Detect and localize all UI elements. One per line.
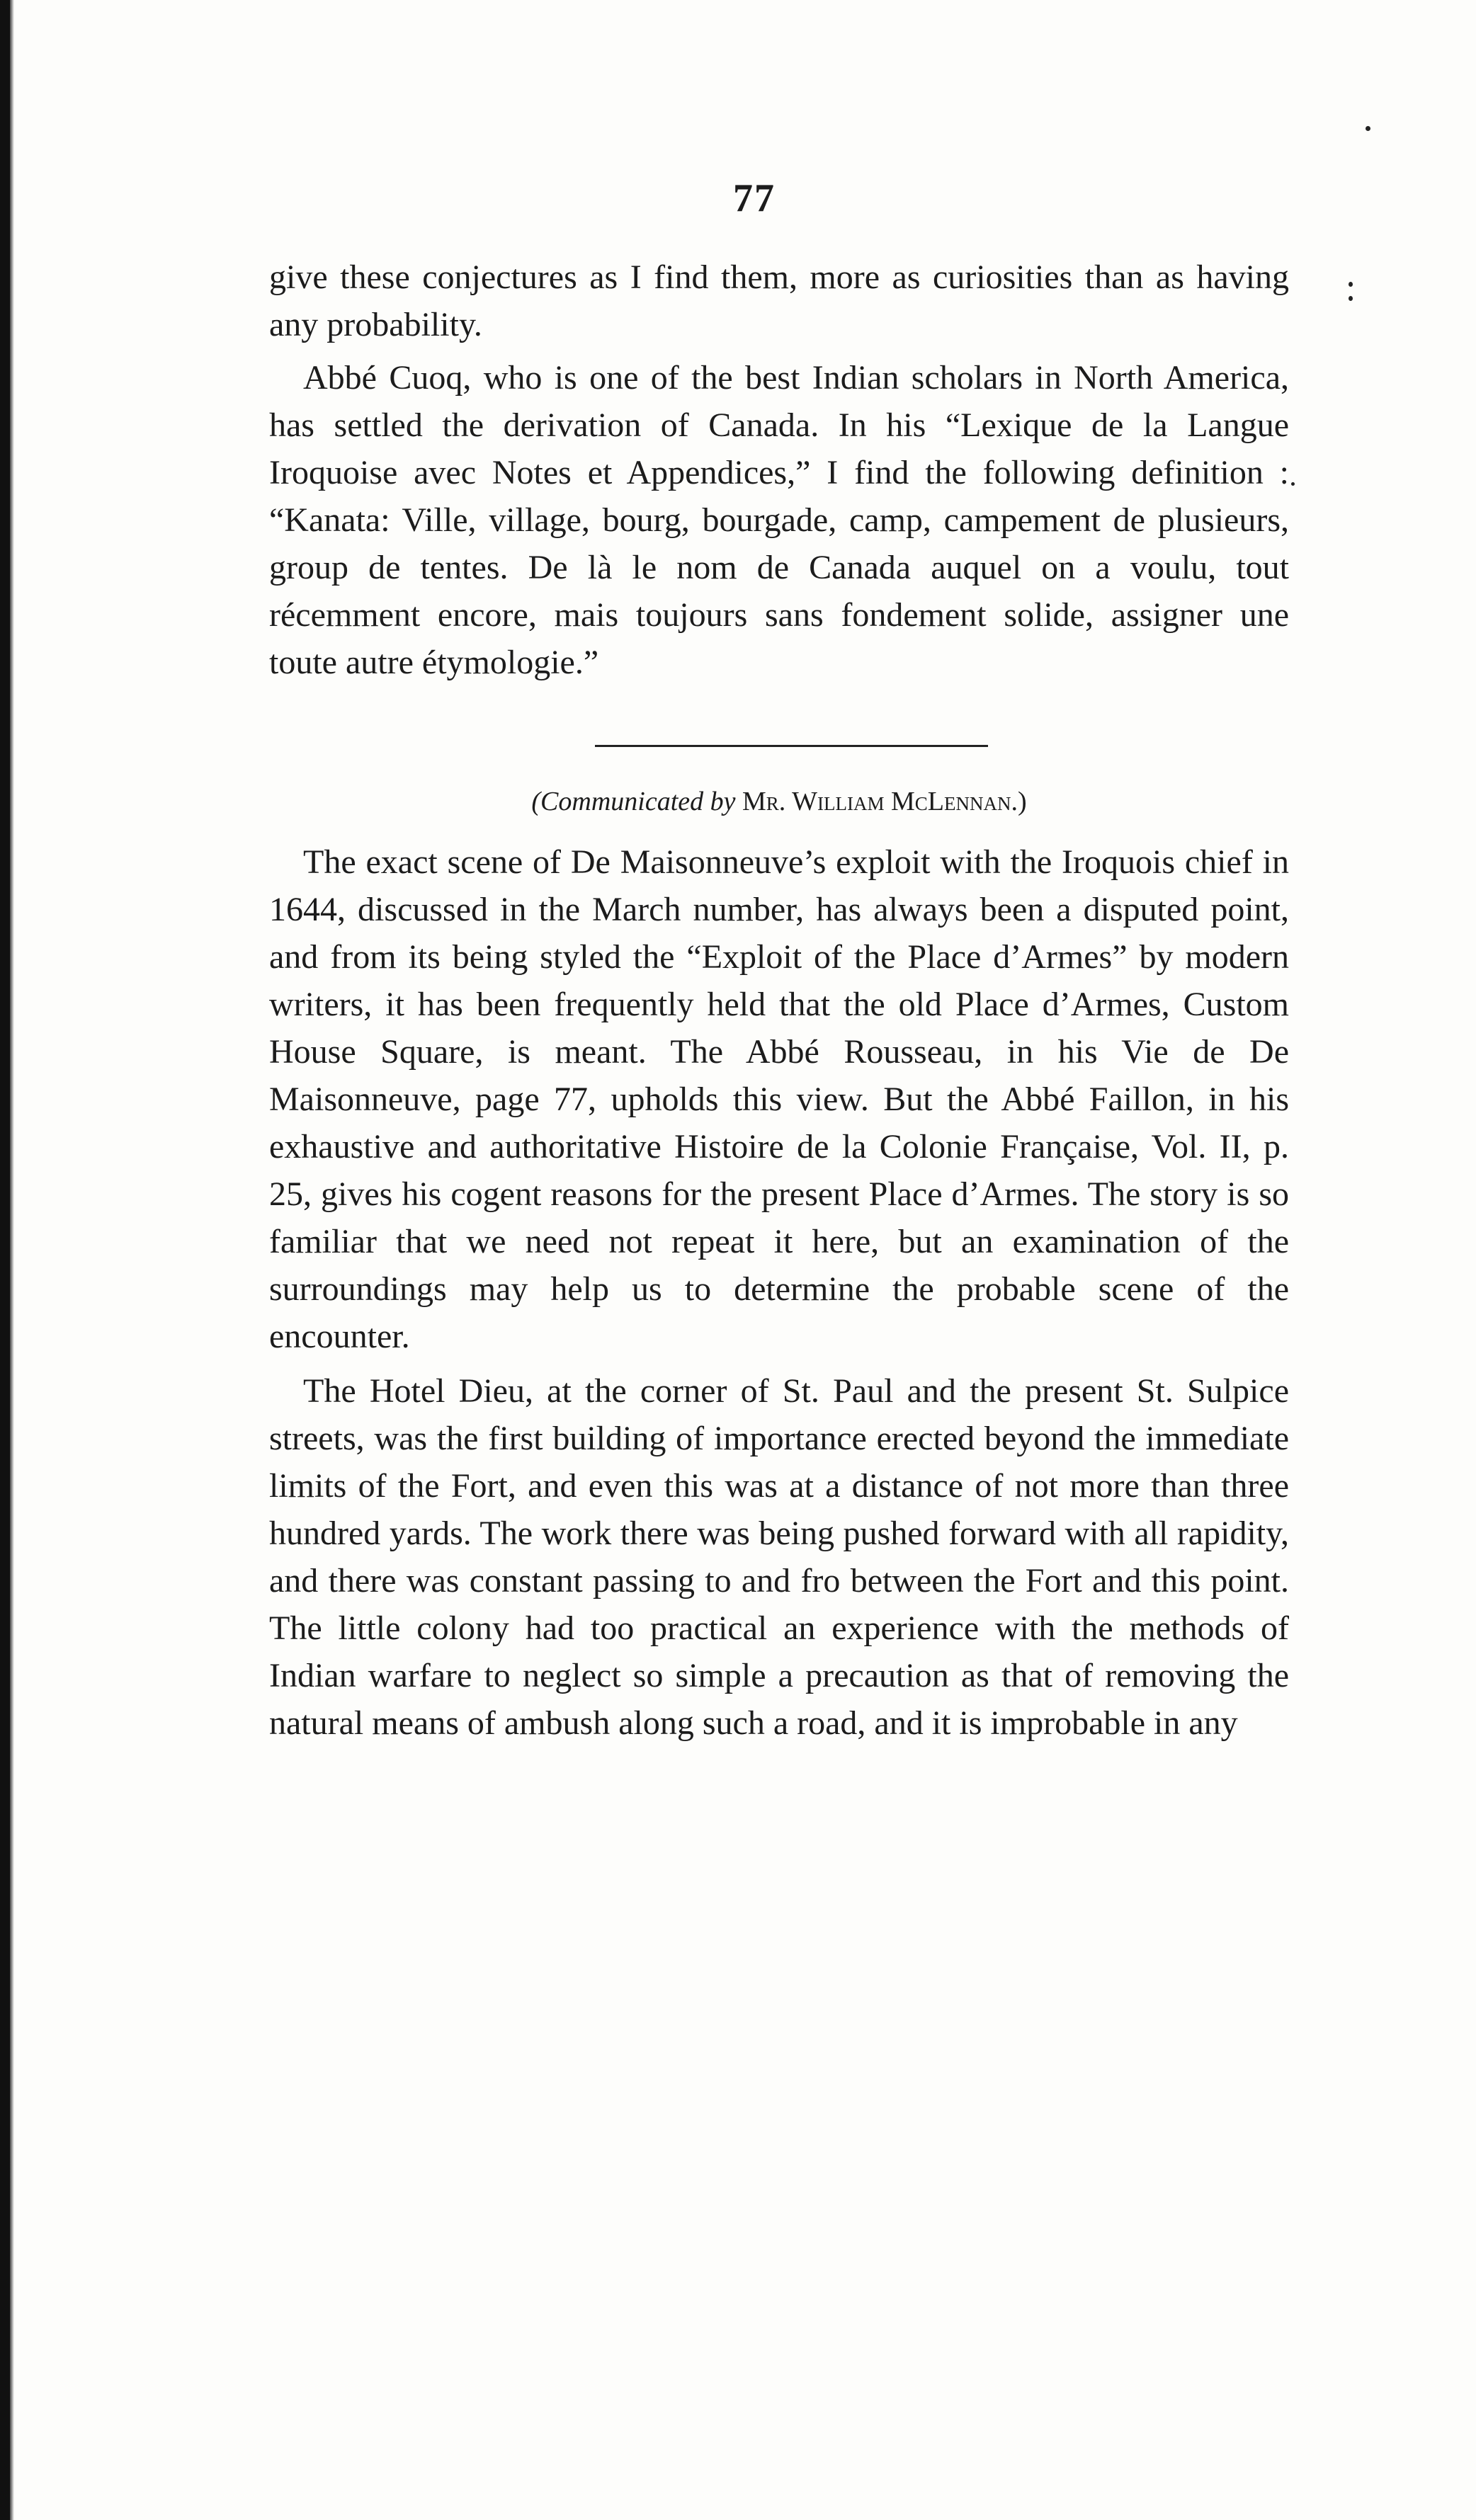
attribution-suffix: ) — [1017, 787, 1027, 816]
attribution-line — [269, 780, 1289, 823]
paragraph: Abbé Cuoq, who is one of the best Indian scholars in North America, has settled the derivation of Canada. In his “Lexique de la Langue Iroquoise avec Notes et Appendices,” I find the following definition : “Kanata: Ville, village, bourg, bourgade, camp, campement de plusieurs, group de tentes. De là le nom de Canada auquel on a voulu, tout récemment encore, mais toujours sans fondement solide, assigner une toute autre étymologie.” — [269, 359, 1289, 681]
attribution-author: Mr. William McLennan. — [742, 787, 1018, 816]
text-block-top — [269, 253, 1289, 692]
margin-speck — [1291, 482, 1295, 486]
attribution-prefix: (Communicated by — [531, 787, 736, 816]
margin-speck — [1366, 126, 1370, 131]
section-divider — [595, 745, 988, 747]
paragraph: The Hotel Dieu, at the corner of St. Paul and the present St. Sulpice streets, was the first building of importance erected beyond the immediate limits of the Fort, and even this was at a distance of not more than three hundred yards. The work there was being pushed forward with all rapidity, and there was constant passing to and fro between the Fort and this point. The little colony had too practical an experience with the methods of Indian warfare to neglect so simple a precaution as that of removing the natural means of ambush along such a road, and it is improbable in any — [269, 1372, 1289, 1742]
margin-speck — [1349, 282, 1353, 287]
paragraph: give these conjectures as I find them, more as curiosities than as having any probability. — [269, 258, 1289, 343]
binding-edge — [0, 0, 10, 2520]
page-number: 77 — [733, 176, 776, 220]
text-block-bottom — [269, 838, 1289, 1754]
margin-speck — [1349, 296, 1353, 301]
paragraph: The exact scene of De Maisonneuve’s exploit with the Iroquois chief in 1644, discussed in the March number, has always been a disputed point, and from its being styled the “Exploit of the Place d’Armes” by modern writers, it has been frequently held that the old Place d’Armes, Custom House Square, is meant. The Abbé Rousseau, in his Vie de De Maisonneuve, page 77, upholds this view. But the Abbé Faillon, in his exhaustive and authoritative Histoire de la Colonie Française, Vol. II, p. 25, gives his cogent reasons for the present Place d’Armes. The story is so familiar that we need not repeat it here, but an examination of the surroundings may help us to determine the probable scene of the encounter. — [269, 843, 1289, 1355]
binding-shadow — [10, 0, 14, 2520]
